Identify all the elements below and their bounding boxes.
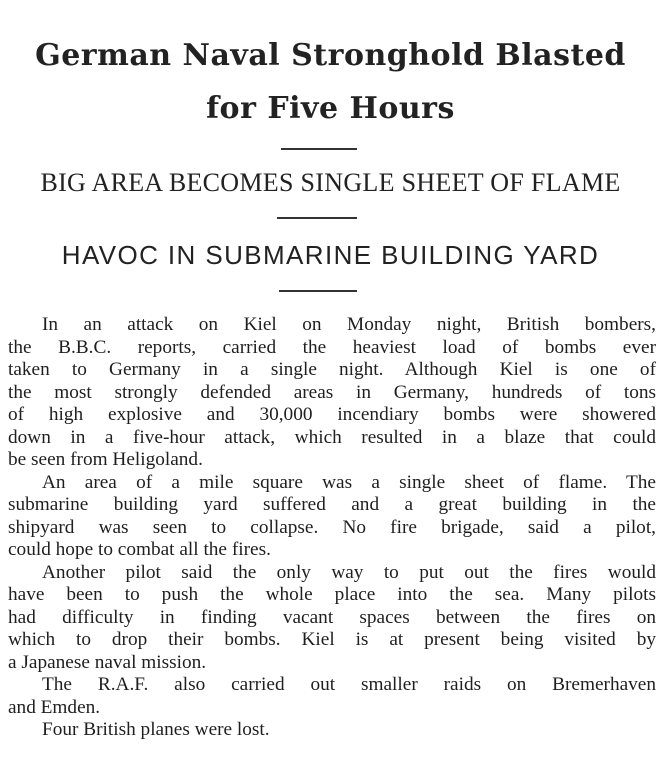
divider-rule bbox=[281, 148, 357, 150]
text-line: the most strongly defended areas in Germany, hundreds of tons bbox=[8, 381, 656, 403]
text-line: taken to Germany in a single night. Although Kiel is one of bbox=[8, 359, 656, 380]
text-line: submarine building yard suffered and a great building in the bbox=[8, 494, 656, 515]
text-line: The R.A.F. also carried out smaller raids on Bremerhaven bbox=[42, 674, 656, 695]
text-line: down in a five-hour attack, which resulted in a blaze that could bbox=[8, 426, 656, 448]
headline-line-1: German Naval Stronghold Blasted bbox=[35, 38, 626, 73]
text-line: An area of a mile square was a single sheet of flame. The bbox=[42, 471, 656, 493]
paragraph bbox=[8, 314, 656, 472]
text-line: Four British planes were lost. bbox=[42, 719, 270, 740]
paragraph bbox=[8, 719, 656, 742]
text-line: Another pilot said the only way to put out the fires would bbox=[42, 561, 656, 583]
divider-rule bbox=[279, 290, 357, 292]
text-line: be seen from Heligoland. bbox=[8, 449, 203, 470]
article-body bbox=[8, 314, 656, 742]
paragraph bbox=[8, 674, 656, 719]
text-line: of high explosive and 30,000 incendiary bombs were showered bbox=[8, 404, 656, 425]
divider-rule bbox=[277, 217, 357, 219]
text-line: the B.B.C. reports, carried the heaviest load of bombs ever bbox=[8, 336, 656, 358]
text-line: In an attack on Kiel on Monday night, British bombers, bbox=[42, 314, 656, 335]
text-line: a Japanese naval mission. bbox=[8, 651, 207, 673]
headline-line-2: for Five Hours bbox=[206, 91, 455, 126]
text-line: shipyard was seen to collapse. No fire brigade, said a pilot, bbox=[8, 516, 656, 538]
paragraph bbox=[8, 472, 656, 562]
text-line: had difficulty in finding vacant spaces between the fires on bbox=[8, 606, 656, 628]
subheadline-1: BIG AREA BECOMES SINGLE SHEET OF FLAME bbox=[40, 168, 621, 197]
text-line: have been to push the whole place into the sea. Many pilots bbox=[8, 584, 656, 605]
text-line: could hope to combat all the fires. bbox=[8, 539, 271, 560]
text-line: and Emden. bbox=[8, 696, 101, 718]
paragraph bbox=[8, 562, 656, 675]
subheadline-2: HAVOC IN SUBMARINE BUILDING YARD bbox=[61, 240, 600, 270]
text-line: which to drop their bombs. Kiel is at present being visited by bbox=[8, 629, 656, 650]
